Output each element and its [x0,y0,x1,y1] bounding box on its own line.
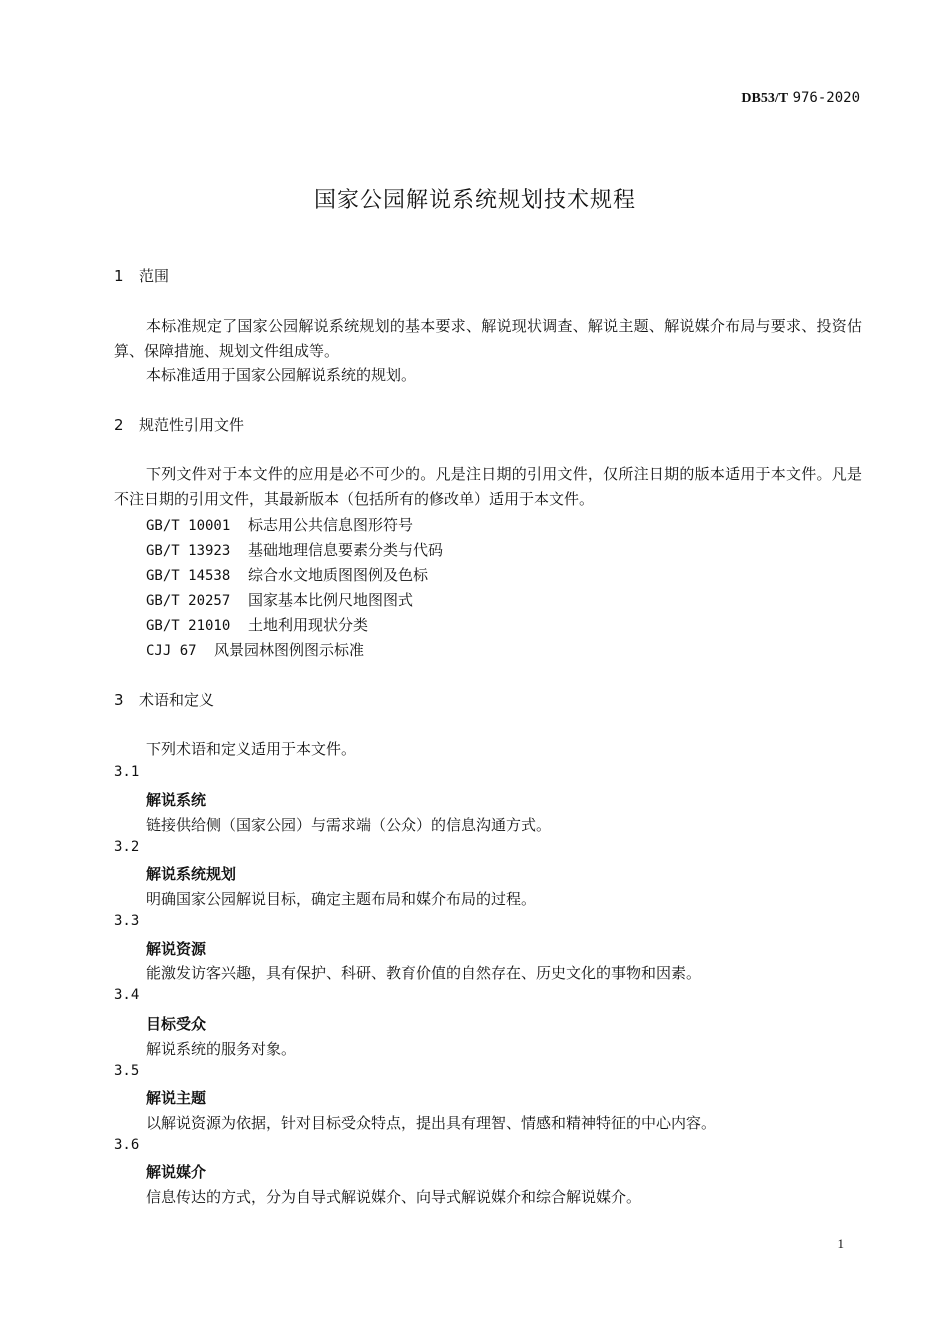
document-title: 国家公园解说系统规划技术规程 [313,188,636,213]
reference-code: CJJ 67 [146,643,197,659]
section-number: 1 [114,267,124,285]
scope-paragraph-1: 本标准规定了国家公园解说系统规划的基本要求、解说现状调查、解说主题、解说媒介布局与要求、投资估算、保障措施、规划文件组成等。 [114,317,862,360]
reference-name: 综合水文地质图图例及色标 [248,566,429,584]
reference-item [146,564,428,585]
term-name: 解说主题 [146,1089,207,1107]
section-number: 3 [114,691,124,709]
reference-item [146,639,364,660]
term-number: 3.6 [114,1137,140,1153]
scope-paragraph-2: 本标准适用于国家公园解说系统的规划。 [146,366,417,384]
term-number: 3.3 [114,913,140,929]
reference-item [146,539,443,560]
reference-item [146,514,413,535]
section-title: 术语和定义 [139,691,215,709]
term-definition: 信息传达的方式，分为自导式解说媒介、向导式解说媒介和综合解说媒介。 [146,1188,642,1206]
term-number: 3.4 [114,987,140,1003]
term-definition: 解说系统的服务对象。 [146,1040,297,1058]
reference-code: GB/T 20257 [146,593,231,609]
normative-intro: 下列文件对于本文件的应用是必不可少的。凡是注日期的引用文件，仅所注日期的版本适用于本文件。凡是不注日期的引用文件，其最新版本（包括所有的修改单）适用于本文件。 [114,465,862,508]
section-heading-1 [114,265,169,286]
reference-code: GB/T 13923 [146,543,231,559]
page-number: 1 [837,1236,844,1251]
reference-code: GB/T 14538 [146,568,231,584]
standard-code-number: 976-2020 [792,90,860,106]
term-name: 解说资源 [146,940,207,958]
section-number: 2 [114,416,124,434]
section-title: 规范性引用文件 [139,416,245,434]
reference-name: 标志用公共信息图形符号 [248,516,414,534]
reference-name: 国家基本比例尺地图图式 [248,591,414,609]
term-name: 解说系统 [146,791,207,809]
reference-item [146,589,413,610]
term-definition: 以解说资源为依据，针对目标受众特点，提出具有理智、情感和精神特征的中心内容。 [146,1114,717,1132]
standard-code [741,90,860,107]
reference-name: 风景园林图例图示标准 [214,641,365,659]
term-definition: 明确国家公园解说目标，确定主题布局和媒介布局的过程。 [146,890,537,908]
term-definition: 能激发访客兴趣，具有保护、科研、教育价值的自然存在、历史文化的事物和因素。 [146,964,702,982]
reference-name: 基础地理信息要素分类与代码 [248,541,444,559]
standard-code-prefix: DB53/T [741,91,789,106]
term-name: 解说媒介 [146,1163,207,1181]
term-name: 解说系统规划 [146,865,237,883]
section-heading-2 [114,414,244,435]
reference-code: GB/T 10001 [146,518,231,534]
term-number: 3.2 [114,839,140,855]
term-name: 目标受众 [146,1015,207,1033]
term-definition: 链接供给侧（国家公园）与需求端（公众）的信息沟通方式。 [146,816,552,834]
term-number: 3.1 [114,764,140,780]
reference-name: 土地利用现状分类 [248,616,369,634]
terms-intro: 下列术语和定义适用于本文件。 [146,740,357,758]
section-heading-3 [114,689,214,710]
term-number: 3.5 [114,1063,140,1079]
reference-item [146,614,368,635]
reference-code: GB/T 21010 [146,618,231,634]
section-title: 范围 [139,267,170,285]
